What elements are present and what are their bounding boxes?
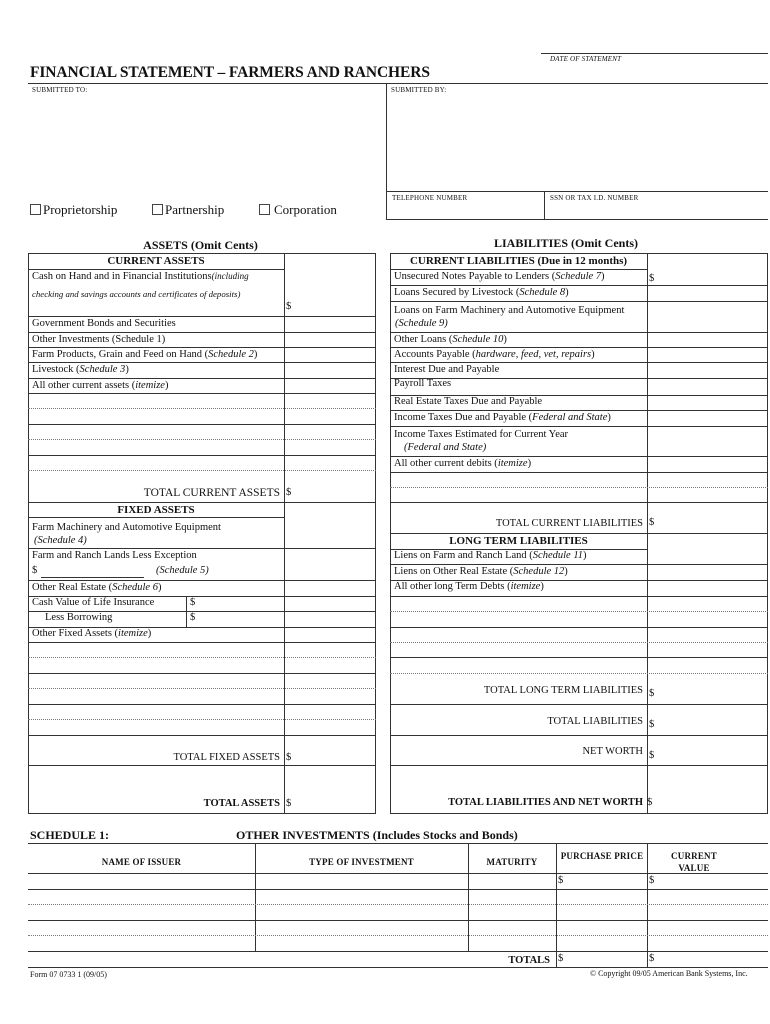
partnership-checkbox[interactable] bbox=[152, 204, 163, 215]
date-field[interactable] bbox=[541, 62, 768, 80]
cash-on-hand-note: checking and savings accounts and certificates of deposits) bbox=[32, 289, 241, 299]
total-current-assets-dollar: $ bbox=[286, 487, 292, 498]
farm-lands-dollar: $ bbox=[32, 565, 38, 576]
total-assets-dollar: $ bbox=[286, 798, 292, 809]
col-type-of-investment: TYPE OF INVESTMENT bbox=[309, 857, 414, 867]
real-estate-taxes-label: Real Estate Taxes Due and Payable bbox=[394, 396, 543, 407]
totals-current-dollar: $ bbox=[649, 953, 655, 964]
date-label: DATE OF STATEMENT bbox=[550, 55, 622, 63]
col-name-of-issuer: NAME OF ISSUER bbox=[101, 857, 182, 867]
total-long-term-liabilities-dollar: $ bbox=[649, 688, 655, 699]
other-fixed-assets-label: Other Fixed Assets (itemize) bbox=[32, 628, 152, 639]
schedule1-title: OTHER INVESTMENTS (Includes Stocks and Bonds) bbox=[236, 828, 518, 842]
all-other-current-debits-label: All other current debits (itemize) bbox=[394, 458, 532, 469]
payroll-taxes-label: Payroll Taxes bbox=[394, 378, 452, 389]
farm-machinery-label: Farm Machinery and Automotive Equipment bbox=[32, 522, 221, 533]
total-fixed-assets-dollar: $ bbox=[286, 752, 292, 763]
long-term-liabilities-heading: LONG TERM LIABILITIES bbox=[449, 535, 588, 547]
assets-title: ASSETS (Omit Cents) bbox=[143, 238, 258, 252]
loans-machinery-schedule: (Schedule 9) bbox=[395, 318, 448, 329]
telephone-label: TELEPHONE NUMBER bbox=[392, 194, 468, 202]
page-title: FINANCIAL STATEMENT – FARMERS AND RANCHERS bbox=[30, 64, 430, 81]
copyright: © Copyright 09/05 American Bank Systems, Inc. bbox=[590, 969, 748, 978]
cash-value-life-dollar: $ bbox=[190, 597, 196, 608]
unsecured-notes-label: Unsecured Notes Payable to Lenders (Schedule 7) bbox=[394, 271, 605, 282]
col-purchase-price: PURCHASE PRICE bbox=[560, 851, 644, 861]
partnership-label: Partnership bbox=[165, 202, 225, 217]
other-investments-label: Other Investments (Schedule 1) bbox=[32, 334, 166, 345]
farm-lands-exception-field[interactable] bbox=[41, 565, 144, 578]
total-current-liabilities-dollar: $ bbox=[649, 517, 655, 528]
current-assets-heading: CURRENT ASSETS bbox=[107, 255, 205, 267]
total-liabilities-dollar: $ bbox=[649, 719, 655, 730]
total-liabilities-label: TOTAL LIABILITIES bbox=[547, 716, 643, 727]
fixed-assets-heading: FIXED ASSETS bbox=[117, 504, 195, 516]
submitted-by-field[interactable] bbox=[388, 95, 768, 191]
form-number: Form 07 0733 1 (09/05) bbox=[30, 970, 107, 979]
other-loans-label: Other Loans (Schedule 10) bbox=[394, 334, 507, 345]
net-worth-label: NET WORTH bbox=[582, 746, 643, 757]
total-assets-label: TOTAL ASSETS bbox=[203, 798, 280, 809]
ssn-field[interactable] bbox=[546, 202, 768, 218]
loans-livestock-label: Loans Secured by Livestock (Schedule 8) bbox=[394, 287, 569, 298]
livestock-label: Livestock (Schedule 3) bbox=[32, 364, 129, 375]
current-liabilities-heading: CURRENT LIABILITIES (Due in 12 months) bbox=[409, 255, 628, 267]
all-other-long-term-label: All other long Term Debts (itemize) bbox=[394, 581, 544, 592]
purchase-price-dollar: $ bbox=[558, 875, 564, 886]
income-taxes-label: Income Taxes Due and Payable (Federal and State) bbox=[394, 412, 611, 423]
totals-label: TOTALS bbox=[508, 955, 550, 966]
total-current-liabilities-label: TOTAL CURRENT LIABILITIES bbox=[495, 518, 643, 529]
proprietorship-label: Proprietorship bbox=[43, 202, 118, 217]
income-taxes-estimated-label: Income Taxes Estimated for Current Year bbox=[394, 429, 569, 440]
total-liabilities-net-worth-label: TOTAL LIABILITIES AND NET WORTH bbox=[448, 797, 643, 808]
cash-dollar-sign: $ bbox=[286, 301, 292, 312]
other-real-estate-label: Other Real Estate (Schedule 6) bbox=[32, 582, 162, 593]
income-taxes-estimated-note: (Federal and State) bbox=[404, 442, 487, 453]
current-value-dollar: $ bbox=[649, 875, 655, 886]
farm-products-label: Farm Products, Grain and Feed on Hand (Schedule 2) bbox=[32, 349, 258, 360]
total-fixed-assets-label: TOTAL FIXED ASSETS bbox=[173, 752, 280, 763]
telephone-field[interactable] bbox=[388, 202, 542, 218]
farm-lands-schedule: (Schedule 5) bbox=[156, 565, 209, 576]
proprietorship-checkbox[interactable] bbox=[30, 204, 41, 215]
submitted-to-field[interactable] bbox=[28, 95, 385, 193]
less-borrowing-dollar: $ bbox=[190, 612, 196, 623]
cash-on-hand-label: Cash on Hand and in Financial Institutions(including bbox=[32, 271, 249, 282]
liens-farm-label: Liens on Farm and Ranch Land (Schedule 11) bbox=[394, 550, 587, 561]
schedule1-label: SCHEDULE 1: bbox=[30, 828, 110, 842]
ssn-label: SSN OR TAX I.D. NUMBER bbox=[550, 194, 639, 202]
liens-other-label: Liens on Other Real Estate (Schedule 12) bbox=[394, 566, 568, 577]
total-current-assets-label: TOTAL CURRENT ASSETS bbox=[143, 487, 280, 499]
corporation-label: Corporation bbox=[274, 202, 337, 217]
net-worth-dollar: $ bbox=[649, 750, 655, 761]
farm-lands-label: Farm and Ranch Lands Less Exception bbox=[32, 550, 197, 561]
submitted-by-label: SUBMITTED BY: bbox=[391, 86, 447, 94]
cash-value-life-label: Cash Value of Life Insurance bbox=[32, 597, 155, 608]
totals-purchase-dollar: $ bbox=[558, 953, 564, 964]
interest-due-label: Interest Due and Payable bbox=[394, 364, 500, 375]
total-liabilities-net-worth-dollar: $ bbox=[647, 797, 653, 808]
all-other-current-assets-label: All other current assets (itemize) bbox=[32, 380, 169, 391]
farm-machinery-schedule: (Schedule 4) bbox=[34, 535, 87, 546]
col-maturity: MATURITY bbox=[486, 857, 538, 867]
less-borrowing-label: Less Borrowing bbox=[45, 612, 113, 623]
corporation-checkbox[interactable] bbox=[259, 204, 270, 215]
gov-bonds-label: Government Bonds and Securities bbox=[32, 318, 176, 329]
accounts-payable-label: Accounts Payable (hardware, feed, vet, repairs) bbox=[394, 349, 595, 360]
col-current-value: CURRENT VALUE bbox=[671, 851, 717, 873]
unsecured-notes-dollar: $ bbox=[649, 273, 655, 284]
submitted-to-label: SUBMITTED TO: bbox=[32, 86, 88, 94]
liabilities-title: LIABILITIES (Omit Cents) bbox=[493, 236, 639, 250]
total-long-term-liabilities-label: TOTAL LONG TERM LIABILITIES bbox=[483, 685, 643, 696]
loans-machinery-label: Loans on Farm Machinery and Automotive Equipment bbox=[394, 305, 625, 316]
